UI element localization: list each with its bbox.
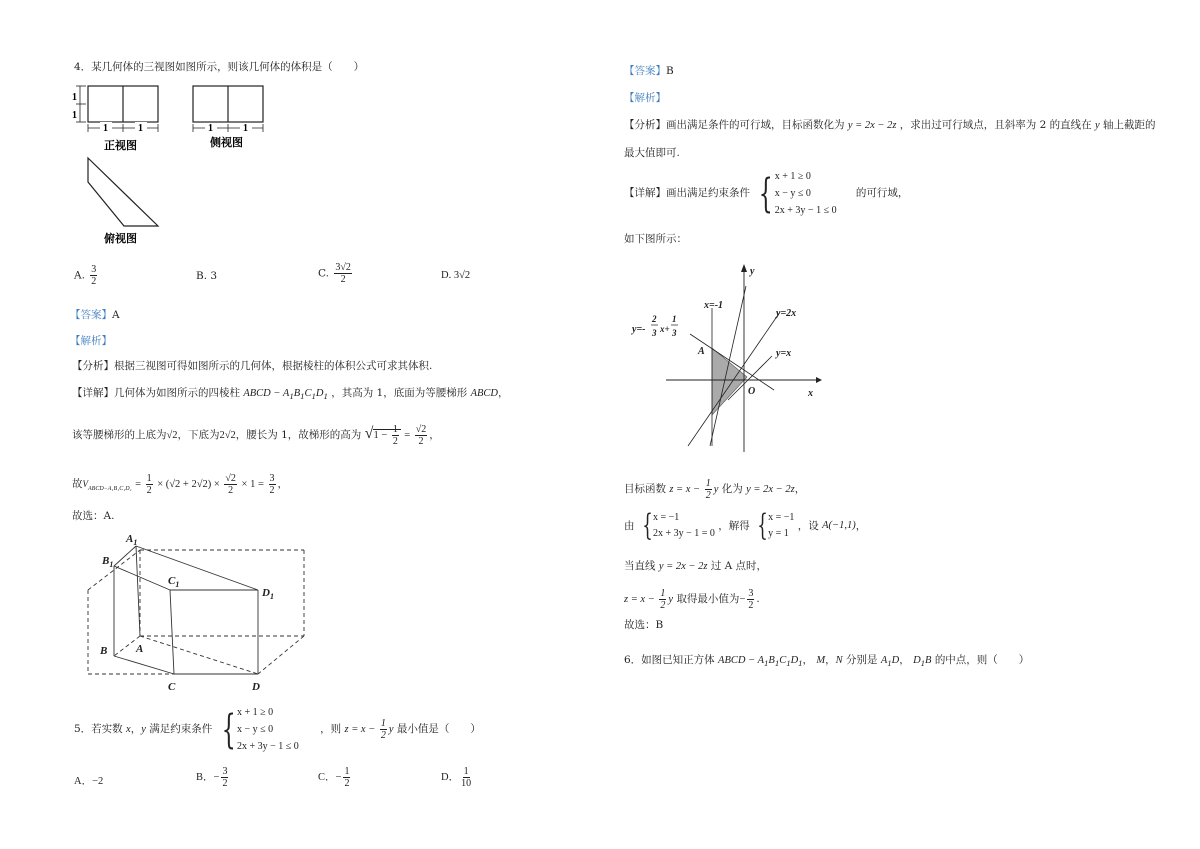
- feasible-region-graph: [630, 260, 830, 460]
- q5-option-b[interactable]: B．− $\frac{3}{2}$: [196, 766, 228, 789]
- q5-option-a[interactable]: A．−2: [74, 776, 104, 787]
- front-view: [88, 86, 158, 122]
- q4-option-a[interactable]: A. $\frac{3}{2}$: [74, 264, 97, 287]
- x-eq-neg1-label: x=-1: [704, 300, 724, 311]
- q6-stem: 6．如图已知正方体 ABCD − $A_1B_1C_1D_1$， M，N 分别是 $A_1D$， $D_1B$ 的中点，则（ ）: [624, 654, 1030, 669]
- svg-text:C1: $C_1$: [168, 575, 180, 589]
- prism-figure: [80, 528, 320, 698]
- q4-answer: 【答案】A: [70, 309, 120, 321]
- q4-detail-line2: 该等腰梯形的上底为√2，下底为2√2，腰长为 1，故梯形的高为 √1 − $\frac{1}{2}$ = $\frac{√2}{2}$ ，: [72, 424, 440, 447]
- q5-option-d[interactable]: D． $\frac{1}{10}$: [441, 766, 472, 789]
- svg-text:x+: x+: [660, 324, 670, 334]
- q5-fenxi: 【分析】画出满足条件的可行域，目标函数化为 y = 2x − 2z ，求出过可行域点，且斜率为 2 的直线在 y 轴上截距的: [624, 119, 1156, 131]
- q4-option-c[interactable]: C. $\frac{3√2}{2}$: [318, 262, 351, 285]
- line-label-fracs: [651, 314, 678, 338]
- q5-fig-intro: 如下图所示：: [624, 233, 687, 245]
- q5-analysis-tag: 【解析】: [624, 92, 666, 104]
- top-view-label: 俯视图: [104, 233, 137, 245]
- q5-fenxi-line2: 最大值即可.: [624, 147, 680, 159]
- q4-option-d[interactable]: D. 3√2: [441, 270, 471, 281]
- dim-width-4: 1: [243, 123, 248, 134]
- q5-detail: 【详解】画出满足约束条件 { x + 1 ≥ 0 x − y ≤ 0 2x + 3y − 1 ≤ 0 的可行域，: [624, 170, 909, 217]
- q5-solve: 由 { x = −1 2x + 3y − 1 = 0 ，解得 { x = −1 y = 1 ，设 A(−1,1)，: [624, 508, 867, 543]
- svg-text:3: 3: [652, 328, 657, 338]
- q4-conclusion: 故选：A.: [72, 510, 115, 522]
- q4-detail-line1: 【详解】几何体为如图所示的四棱柱 ABCD − $A_1B_1C_1D_1$ ，其高为 1，底面为等腰梯形 ABCD，: [72, 387, 509, 402]
- svg-text:C: C: [168, 681, 176, 693]
- q5-target: 目标函数 z = x − $\frac{1}{2}$ y 化为 y = 2x − 2z，: [624, 478, 806, 501]
- y-axis-label: y: [750, 266, 755, 277]
- svg-text:2: 2: [652, 314, 657, 324]
- q4-analysis-tag: 【解析】: [70, 335, 112, 347]
- svg-text:3: 3: [672, 328, 677, 338]
- q5-answer: 【答案】B: [624, 65, 674, 77]
- side-view: [193, 86, 263, 122]
- x-axis-label: x: [808, 388, 813, 399]
- point-a-label: A: [698, 346, 705, 357]
- svg-text:B: B: [100, 645, 108, 657]
- three-views-figure: [70, 78, 280, 248]
- svg-text:D1: $D_1$: [262, 587, 274, 601]
- q5-stem: 5．若实数 x，y 满足约束条件 { x + 1 ≥ 0 x − y ≤ 0 2x + 3y − 1 ≤ 0 ，则 z = x − $\frac{1}{2}$ y 最小值是（ ）: [74, 706, 481, 753]
- q5-conclusion: 故选：B: [624, 619, 664, 631]
- q4-stem: 4．某几何体的三视图如图所示，则该几何体的体积是（ ）: [74, 61, 365, 73]
- svg-text:A1: $A_1$: [126, 533, 138, 547]
- front-view-label: 正视图: [104, 140, 137, 152]
- q5-when: 当直线 y = 2x − 2z 过 A 点时，: [624, 560, 768, 572]
- q4-detail-line3: 故$V_{ABCD-A_1B_1C_1D_1}$ = $\frac{1}{2}$ × (√2 + 2√2) × $\frac{√2}{2}$ × 1 = $\frac{3}{2}$ ，: [72, 473, 289, 496]
- svg-text:1: 1: [672, 314, 677, 324]
- y-eq-2x-label: y=2x: [776, 308, 797, 319]
- q4-fenxi: 【分析】根据三视图可得如图所示的几何体，根据棱柱的体积公式可求其体积.: [72, 360, 433, 372]
- y-eq-x-label: y=x: [776, 348, 792, 359]
- dim-width-1: 1: [103, 123, 108, 134]
- svg-text:A: A: [136, 643, 144, 655]
- dim-width-3: 1: [208, 123, 213, 134]
- q5-min: z = x − $\frac{1}{2}$ y 取得最小值为− $\frac{3}{2}$ .: [624, 588, 760, 611]
- dim-width-2: 1: [138, 123, 143, 134]
- dim-height-label-2: 1: [72, 110, 77, 121]
- dim-height-label: 1: [72, 92, 77, 103]
- q5-option-c[interactable]: C．− $\frac{1}{2}$: [318, 766, 350, 789]
- q4-option-b[interactable]: B. 3: [196, 270, 218, 282]
- side-view-label: 侧视图: [210, 137, 243, 149]
- line-label-prefix: y=-: [632, 324, 646, 335]
- svg-text:D: D: [252, 681, 260, 693]
- top-view: [88, 158, 158, 226]
- svg-text:B1: $B_1$: [102, 555, 114, 569]
- origin-label: O: [748, 386, 756, 397]
